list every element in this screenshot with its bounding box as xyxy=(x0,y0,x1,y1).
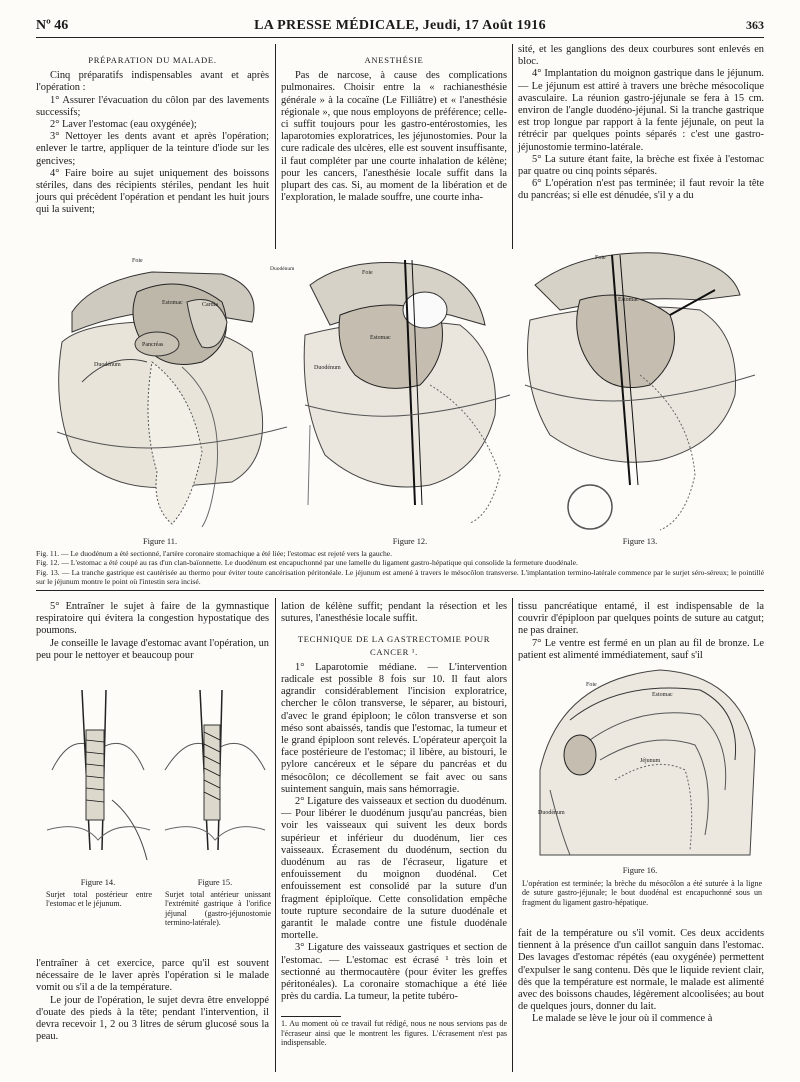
paragraph: 3° Nettoyer les dents avant et après l'opération; enlever le tartre, appliquer de la teinture d'iode sur les gencives; xyxy=(36,131,269,167)
paragraph: 3° Ligature des vaisseaux gastriques et section de l'estomac. — L'estomac est écrasé ¹ très loin et sectionné au thermocautère (pour éviter les greffes péritonéales). La coronaire stomachique a été liée près du cardia. La tumeur, la petite tubéro- xyxy=(281,942,507,1003)
figure-11-caption: Fig. 11. — Le duodénum a été sectionné, l'artère coronaire stomachique a été liée; l'estomac est rejeté vers la gauche. xyxy=(36,549,393,558)
section-heading: PRÉPARATION DU MALADE. xyxy=(88,55,217,65)
anatomy-label: Foie xyxy=(595,255,606,261)
anatomy-label: Cardia xyxy=(202,302,218,308)
anatomy-label: Duodénum xyxy=(94,362,121,368)
top-column-3 xyxy=(518,44,764,203)
figure-16-caption: L'opération est terminée; la brèche du mésocôlon a été suturée à la ligne de suture gastro-jéjunale; le bout duodénal est encapuchonné sous un fragment du ligament gastro-hépatique. xyxy=(522,879,762,907)
figure-15-label: Figure 15. xyxy=(197,878,233,887)
paragraph: Le malade se lève le jour où il commence à xyxy=(532,1013,713,1025)
column-rule xyxy=(275,598,276,1072)
section-heading: ANESTHÉSIE xyxy=(364,55,424,65)
top-column-2 xyxy=(281,54,507,204)
figure-captions-top xyxy=(36,549,764,587)
paragraph: Cinq préparatifs indispensables avant et après l'opération : xyxy=(36,70,269,94)
figure-11-illustration xyxy=(52,252,295,530)
paragraph: 4° Implantation du moignon gastrique dans le jéjunum. — Le jéjunum est attiré à travers une brèche mésocolique avasculaire. La réunion gastro-jéjunale se fera à 15 cm. environ de l'angle duodéno-jéjunal. Si la tranche gastrique est trop longue par rapport à la fente jéjunale, on peut la rétrécir par quelques points séparés : c'est une gastro-jéjunostomie termino-latérale. xyxy=(518,68,764,153)
figure-12-illustration xyxy=(300,255,512,527)
paragraph: 4° Faire boire au sujet uniquement des boissons stériles, dans des récipients stériles, pendant les huit jours qui précèdent l'opération et pendant les huit jours qui la suivent; xyxy=(36,167,269,216)
paragraph: 5° Entraîner le sujet à faire de la gymnastique respiratoire qui évitera la congestion hypostatique des poumons. xyxy=(36,601,269,637)
top-column-1 xyxy=(36,54,269,217)
paragraph: Je conseille le lavage d'estomac avant l'opération, un peu pour le nettoyer et beaucoup pour xyxy=(36,637,269,661)
section-rule xyxy=(36,590,764,591)
footnote-rule xyxy=(281,1016,341,1017)
bottom-column-1-top xyxy=(36,601,269,662)
figure-15-illustration xyxy=(160,670,270,870)
paragraph: fait de la température ou s'il vomit. Ces deux accidents tiennent à la présence d'un caillot sanguin dans l'estomac. Des lavages d'estomac répétés (eau oxygénée) permettent d'expulser le sang contenu. Dès que le liquide revient clair, dès que la température est normale, le malade est alimenté avec des boissons chaudes, légèrement alcoolisées; au bout de quelques jours, donner du lait. xyxy=(518,928,764,1013)
issue-number: Nº 46 xyxy=(36,18,69,33)
figure-14-label: Figure 14. xyxy=(80,878,116,887)
paragraph: 1° Assurer l'évacuation du côlon par des lavements successifs; xyxy=(36,94,269,118)
paragraph: 2° Laver l'estomac (eau oxygénée); xyxy=(50,119,197,131)
bottom-column-3-top xyxy=(518,601,764,662)
paragraph: Pas de narcose, à cause des complications pulmonaires. Choisir entre la « rachianesthésie générale » à la cocaïne (Le Filliâtre) et « l'anesthésie régionale », que nous employons de préférence; celle-ci suffit toujours pour les gastro-entérostomies, les laparotomies exploratrices, les jéjunostomies. Pour la cure radicale des ulcères, elle est souvent insuffisante, il faut compléter par une courte inhalation de kélène; pour les cancers, l'anesthésie locale suffit dans la plupart des cas. Si, au moment de la libération et de l'exploration, le malade souffre, une courte inha- xyxy=(281,70,507,204)
anatomy-label: Pancréas xyxy=(142,342,164,348)
figure-16-label: Figure 16. xyxy=(622,866,658,875)
anatomy-label: Estomac xyxy=(162,300,183,306)
page-number: 363 xyxy=(746,18,764,32)
paragraph: 2° Ligature des vaisseaux et section du duodénum. — Pour libérer le duodénum jusqu'au pancréas, bien voir les vaisseaux qui suivent les deux bords supérieur et inférieur du duodénum, lier ces vaisseaux. Écrasement du duodénum, section du duodénum au ras de l'écraseur, ligature et enfouissement du moignon duodénal. Cet enfouissement est consolidé par la suture d'un fragment épiploïque. Cette consolidation empêche toute rupture secondaire de la suture duodénale et garantit le malade contre une fistule duodénale mortelle. xyxy=(281,796,507,942)
paragraph: tissu pancréatique entamé, il est indispensable de la couvrir d'épiploon par quelques points de suture au catgut; ne pas drainer. xyxy=(518,601,764,637)
footnote: 1. Au moment où ce travail fut rédigé, nous ne nous servions pas de l'écraseur ainsi que le montrent les figures. L'écrasement n'est pas indispensable. xyxy=(281,1019,507,1048)
bottom-column-3-bottom xyxy=(518,928,764,1026)
anatomy-label: Duodénum xyxy=(270,266,295,272)
paragraph: l'entraîner à cet exercice, parce qu'il est souvent nécessaire de le laver après l'opération si le malade vomit ou s'il a de la température. xyxy=(36,958,269,994)
anatomy-label: Estomac xyxy=(618,297,639,303)
journal-title: LA PRESSE MÉDICALE, Jeudi, 17 Août 1916 xyxy=(254,18,546,33)
paragraph: 1° Laparotomie médiane. — L'intervention radicale est possible 8 fois sur 10. Il faut alors agrandir considérablement l'incision exploratrice, chercher le côlon transverse, le séparer, au bistouri, d'avec le grand épiploon; le côlon transverse et son méso sont abaissés, tandis que l'estomac, la tumeur et le grand épiploon sont relevés. L'opérateur aperçoit la face postérieure de l'estomac; il libère, au bistouri, le pylore cancéreux et le sépare du pancréas et du mésocôlon; ce décollement se fait avec ou sans suintement sanguin, mais sans hémorragie. xyxy=(281,661,507,795)
paragraph: lation de kélène suffit; pendant la résection et les sutures, l'anesthésie locale suffit. xyxy=(281,601,507,625)
paragraph: 5° La suture étant faite, la brèche est fixée à l'estomac par quatre ou cinq points séparés. xyxy=(518,153,764,178)
figure-13-label: Figure 13. xyxy=(622,537,658,546)
bottom-column-2 xyxy=(281,601,507,1004)
column-rule xyxy=(512,598,513,1072)
column-rule xyxy=(512,44,513,249)
column-rule xyxy=(275,44,276,249)
figure-12-label: Figure 12. xyxy=(392,537,428,546)
figure-13-illustration xyxy=(520,245,760,535)
paragraph: Le jour de l'opération, le sujet devra être enveloppé d'ouate des pieds à la tête; pendant l'intervention, il devra recevoir 1, 2 ou 3 litres de sérum glucosé sous la peau. xyxy=(36,994,269,1043)
bottom-column-1-bottom xyxy=(36,958,269,1043)
figure-12-caption: Fig. 12. — L'estomac a été coupé au ras d'un clan-baïonnette. Le duodénum est encapuchonné par une lamelle du ligament gastro-hépatique qui consolide la fermeture duodénale. xyxy=(36,558,578,568)
anatomy-label: Estomac xyxy=(370,335,391,341)
anatomy-label: Estomac xyxy=(652,692,673,698)
anatomy-label: Jéjunum xyxy=(640,758,661,764)
anatomy-label: Duodénum xyxy=(314,365,341,371)
page-header xyxy=(36,14,764,36)
figure-15-caption: Surjet total antérieur unissant l'extrémité gastrique à l'orifice jéjunal (gastro-jéjunostomie termino-latérale). xyxy=(165,890,271,928)
anatomy-label: Duodénum xyxy=(538,810,565,816)
anatomy-label: Foie xyxy=(132,258,143,264)
anatomy-label: Foie xyxy=(586,682,597,688)
paragraph: 7° Le ventre est fermé en un plan au fil de bronze. Le patient est alimenté immédiatement, sauf s'il xyxy=(518,637,764,661)
figure-16-illustration xyxy=(530,660,760,860)
figure-14-illustration xyxy=(42,670,154,870)
figure-14-caption: Surjet total postérieur entre l'estomac et le jéjunum. xyxy=(46,890,152,909)
anatomy-label: Foie xyxy=(362,270,373,276)
paragraph: sité, et les ganglions des deux courbures sont enlevés en bloc. xyxy=(518,44,764,68)
paragraph: 6° L'opération n'est pas terminée; il faut revoir la tête du pancréas; si elle est dénudée, s'il y a du xyxy=(518,178,764,202)
header-rule xyxy=(36,37,764,38)
figure-13-caption: Fig. 13. — La tranche gastrique est cautérisée au thermo pour éviter toute cancérisation péritonéale. Le jéjunum est amené à travers le mésocôlon transverse. L'implantation termino-latérale commence par le surjet séro-séreux; le pointillé sur le jéjunum montre le point où l'intestin sera incisé. xyxy=(36,567,764,587)
section-heading: TECHNIQUE DE LA GASTRECTOMIE POUR CANCER ¹. xyxy=(297,634,491,657)
figure-11-label: Figure 11. xyxy=(142,537,178,546)
